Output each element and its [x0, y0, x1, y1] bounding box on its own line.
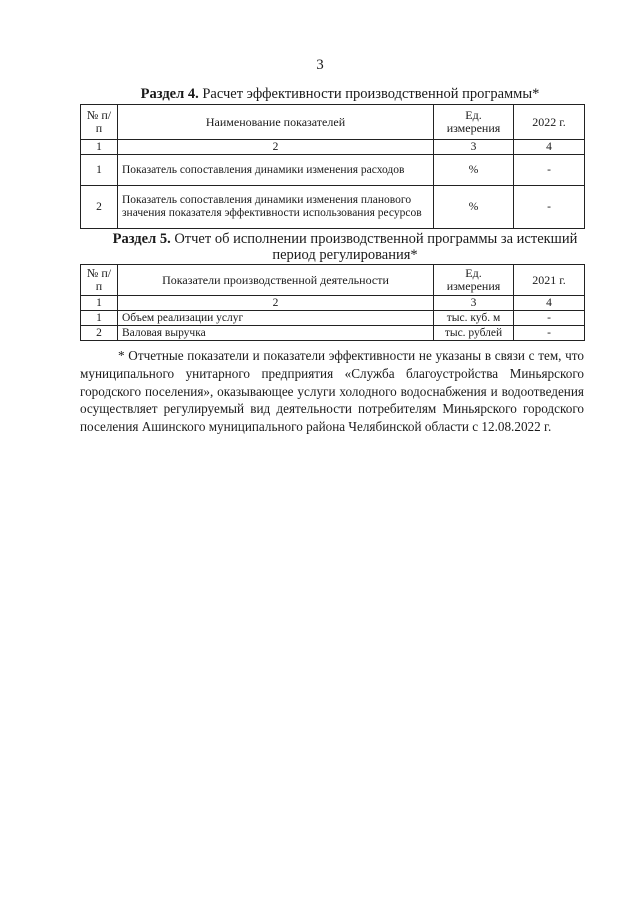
report-table [80, 264, 585, 341]
col-number: 2 [118, 296, 434, 311]
header-name: Показатели производственной деятельности [118, 265, 434, 296]
table-header-row [81, 105, 585, 140]
efficiency-table [80, 104, 585, 229]
col-number: 3 [434, 140, 514, 155]
row-unit: % [434, 186, 514, 229]
table-header-row [81, 265, 585, 296]
col-number: 3 [434, 296, 514, 311]
col-number: 4 [514, 140, 585, 155]
section4-title [90, 86, 590, 102]
row-name: Показатель сопоставления динамики изменения расходов [118, 155, 434, 186]
section4-title-bold: Раздел 4. [140, 86, 199, 102]
section5-title-text: Отчет об исполнении производственной программы за истекший период регулирования* [170, 231, 578, 263]
row-num: 1 [81, 155, 118, 186]
row-name: Валовая выручка [118, 326, 434, 341]
row-name: Показатель сопоставления динамики изменения планового значения показателя эффективности использования ресурсов [118, 186, 434, 229]
row-value: - [514, 155, 585, 186]
col-number: 2 [118, 140, 434, 155]
table-row [81, 155, 585, 186]
row-value: - [514, 311, 585, 326]
footnote: * Отчетные показатели и показатели эффективности не указаны в связи с тем, что муниципального унитарного предприятия «Служба благоустройства Миньярского городского поселения», оказывающее услуги холодного водоснабжения и водоотведения осуществляет регулируемый вид деятельности потребителям Миньярского городского поселения Ашинского муниципального района Челябинской области с 12.08.2022 г. [80, 348, 584, 435]
row-num: 1 [81, 311, 118, 326]
col-number: 1 [81, 140, 118, 155]
row-unit: тыс. рублей [434, 326, 514, 341]
section5-title-bold: Раздел 5. [112, 231, 171, 247]
section5-title [90, 231, 600, 263]
column-number-row [81, 140, 585, 155]
page-number: 3 [316, 57, 324, 73]
table-row [81, 326, 585, 341]
row-num: 2 [81, 186, 118, 229]
section4-title-text: Расчет эффективности производственной программы* [198, 86, 540, 102]
row-unit: % [434, 155, 514, 186]
row-unit: тыс. куб. м [434, 311, 514, 326]
header-num: № п/п [81, 265, 118, 296]
header-num: № п/п [81, 105, 118, 140]
header-year: 2022 г. [514, 105, 585, 140]
row-value: - [514, 326, 585, 341]
header-name: Наименование показателей [118, 105, 434, 140]
column-number-row [81, 296, 585, 311]
row-num: 2 [81, 326, 118, 341]
col-number: 4 [514, 296, 585, 311]
row-value: - [514, 186, 585, 229]
header-unit: Ед. измерения [434, 105, 514, 140]
table-row [81, 311, 585, 326]
col-number: 1 [81, 296, 118, 311]
table-row [81, 186, 585, 229]
header-year: 2021 г. [514, 265, 585, 296]
row-name: Объем реализации услуг [118, 311, 434, 326]
header-unit: Ед. измерения [434, 265, 514, 296]
